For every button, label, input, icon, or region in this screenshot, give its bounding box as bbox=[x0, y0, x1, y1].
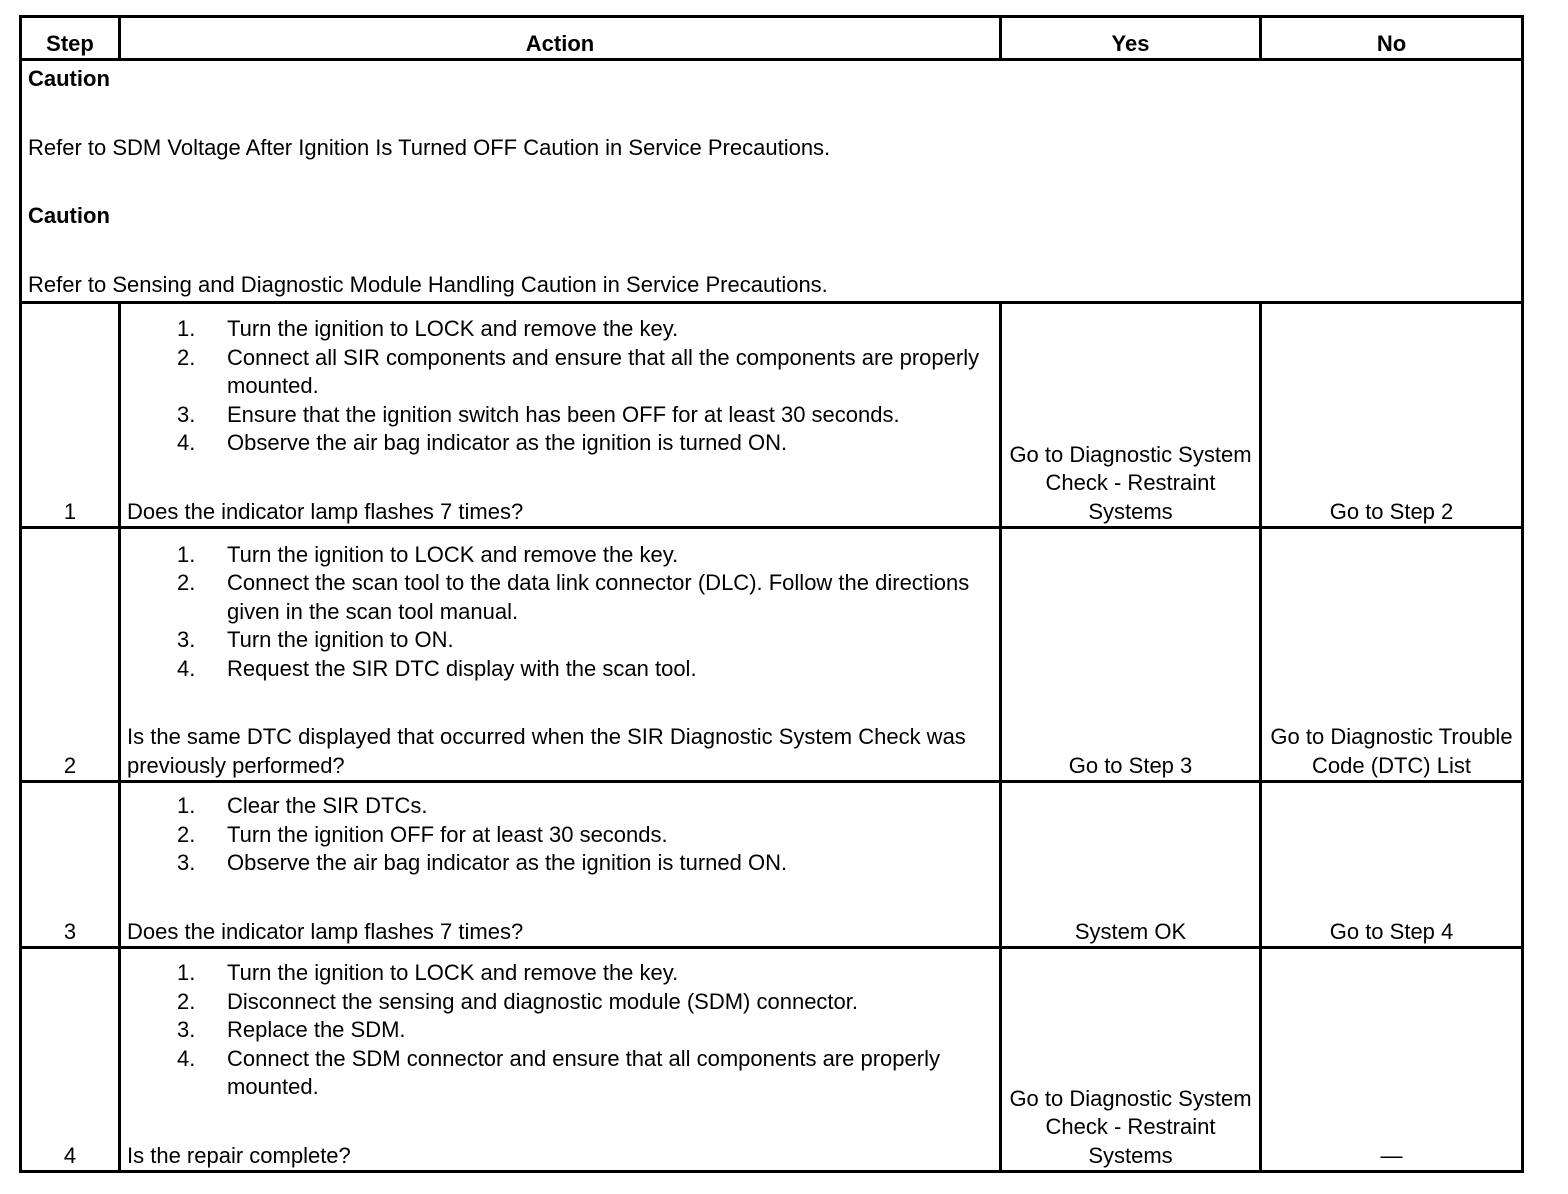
list-item: 1. Turn the ignition to LOCK and remove the key. bbox=[177, 960, 679, 985]
action-list bbox=[127, 541, 993, 684]
caution-text: Refer to SDM Voltage After Ignition Is Turned OFF Caution in Service Precautions. bbox=[28, 134, 831, 160]
yes-cell: Go to Step 3 bbox=[1001, 528, 1261, 782]
action-list bbox=[127, 315, 993, 458]
step-number: 2 bbox=[21, 528, 120, 782]
list-item: 1. Clear the SIR DTCs. bbox=[177, 793, 428, 818]
list-item: 3. Replace the SDM. bbox=[177, 1017, 406, 1042]
question-text: Is the same DTC displayed that occurred when the SIR Diagnostic System Check was previously performed? bbox=[127, 724, 966, 778]
list-item: 2. Connect all SIR components and ensure that all the components are properly mounted. bbox=[177, 344, 980, 398]
header-step: Step bbox=[21, 17, 120, 60]
diagnostic-table bbox=[19, 15, 1524, 1173]
action-list bbox=[127, 959, 993, 1102]
yes-cell: Go to Diagnostic System Check - Restraint Systems bbox=[1001, 303, 1261, 528]
yes-cell: System OK bbox=[1001, 782, 1261, 948]
list-item: 2. Turn the ignition OFF for at least 30 seconds. bbox=[177, 821, 668, 847]
list-item: 1. Turn the ignition to LOCK and remove the key. bbox=[177, 316, 679, 341]
action-list bbox=[127, 792, 993, 878]
list-item: 3. Ensure that the ignition switch has been OFF for at least 30 seconds. bbox=[177, 401, 900, 427]
question-text: Does the indicator lamp flashes 7 times? bbox=[127, 498, 524, 524]
list-item: 4. Connect the SDM connector and ensure that all components are properly mounted. bbox=[177, 1045, 940, 1099]
header-action: Action bbox=[120, 17, 1001, 60]
header-row bbox=[21, 17, 1523, 60]
no-cell: Go to Step 2 bbox=[1261, 303, 1523, 528]
header-yes: Yes bbox=[1001, 17, 1261, 60]
action-cell bbox=[120, 528, 1001, 782]
header-no: No bbox=[1261, 17, 1523, 60]
caution-title: Caution bbox=[28, 203, 110, 228]
step-number: 1 bbox=[21, 303, 120, 528]
list-item: 4. Request the SIR DTC display with the scan tool. bbox=[177, 655, 697, 681]
list-item: 3. Turn the ignition to ON. bbox=[177, 627, 454, 652]
no-cell: — bbox=[1261, 948, 1523, 1172]
table-row bbox=[21, 948, 1523, 1172]
caution-text: Refer to Sensing and Diagnostic Module Handling Caution in Service Precautions. bbox=[28, 271, 828, 297]
step-number: 3 bbox=[21, 782, 120, 948]
action-cell bbox=[120, 948, 1001, 1172]
list-item: 1. Turn the ignition to LOCK and remove the key. bbox=[177, 541, 679, 567]
table-row bbox=[21, 528, 1523, 782]
list-item: 3. Observe the air bag indicator as the ignition is turned ON. bbox=[177, 850, 788, 875]
step-number: 4 bbox=[21, 948, 120, 1172]
question-text: Does the indicator lamp flashes 7 times? bbox=[127, 918, 524, 944]
action-cell bbox=[120, 782, 1001, 948]
action-cell bbox=[120, 303, 1001, 528]
yes-cell: Go to Diagnostic System Check - Restraint Systems bbox=[1001, 948, 1261, 1172]
list-item: 4. Observe the air bag indicator as the ignition is turned ON. bbox=[177, 430, 788, 455]
list-item: 2. Connect the scan tool to the data link connector (DLC). Follow the directions given in the scan tool manual. bbox=[177, 570, 970, 624]
caution-cell bbox=[21, 60, 1523, 303]
no-cell: Go to Step 4 bbox=[1261, 782, 1523, 948]
table-row bbox=[21, 782, 1523, 948]
caution-title: Caution bbox=[28, 66, 110, 91]
caution-row bbox=[21, 60, 1523, 303]
table-row bbox=[21, 303, 1523, 528]
question-text: Is the repair complete? bbox=[127, 1142, 351, 1168]
list-item: 2. Disconnect the sensing and diagnostic module (SDM) connector. bbox=[177, 988, 859, 1014]
no-cell: Go to Diagnostic Trouble Code (DTC) List bbox=[1261, 528, 1523, 782]
